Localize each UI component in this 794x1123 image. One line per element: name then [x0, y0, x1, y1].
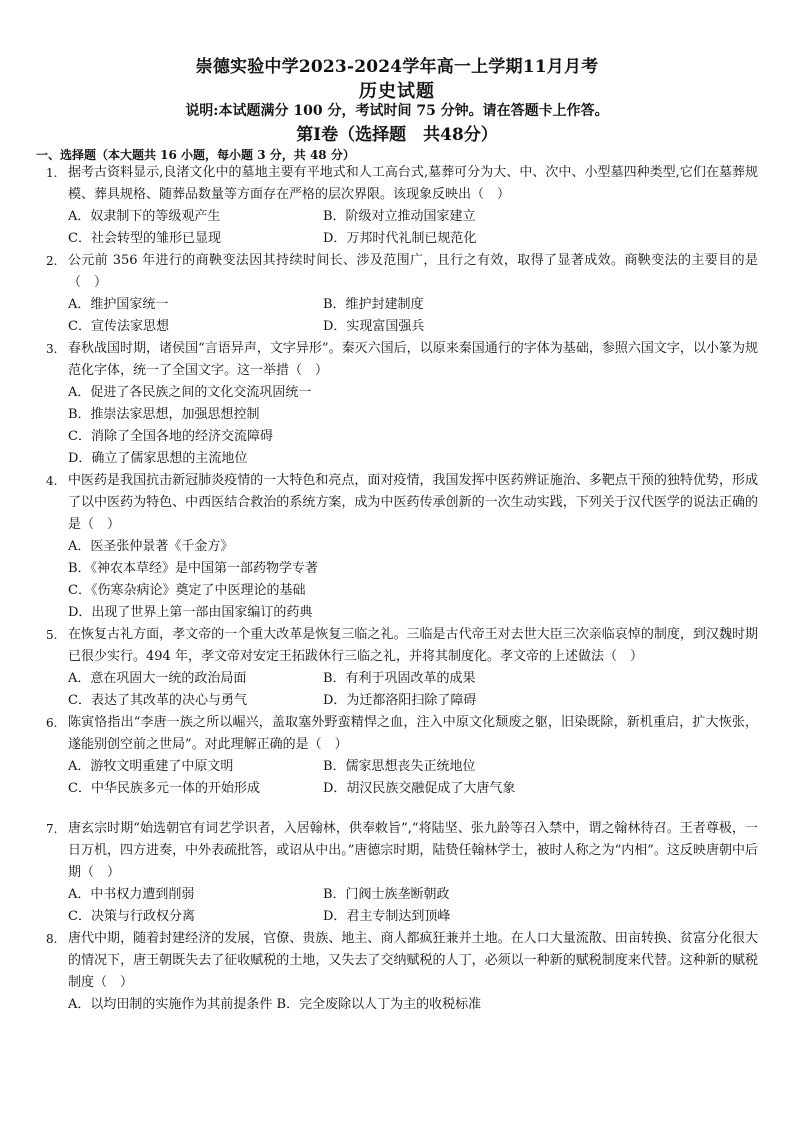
- option-d: D．出现了世界上第一部由国家编订的药典: [68, 605, 313, 620]
- option-a: A．游牧文明重建了中原文明: [68, 759, 234, 774]
- option-c: C．中华民族多元一体的开始形成: [68, 781, 260, 796]
- question-number: 2.: [46, 254, 58, 268]
- question-2: [36, 250, 758, 338]
- question-6: [36, 712, 758, 800]
- option-c: C．消除了全国各地的经济交流障碍: [68, 429, 273, 444]
- section-heading: 一、选择题（本大题共 16 小题，每小题 3 分，共 48 分）: [36, 148, 355, 162]
- option-d: D．胡汉民族交融促成了大唐气象: [323, 781, 516, 796]
- part-heading: 第Ⅰ卷（选择题 共48分）: [296, 125, 498, 145]
- question-4: [36, 470, 758, 624]
- question-number: 1.: [46, 166, 58, 180]
- option-a: A．奴隶制下的等级观产生: [68, 209, 221, 224]
- option-d: D．确立了儒家思想的主流地位: [68, 451, 248, 466]
- option-b: B．儒家思想丧失正统地位: [323, 759, 476, 774]
- option-a: A．中书权力遭到削弱: [68, 887, 195, 902]
- option-a-b: A．以均田制的实施作为其前提条件 B．完全废除以人丁为主的收税标准: [68, 997, 482, 1012]
- question-number: 4.: [46, 474, 58, 488]
- question-number: 6.: [46, 716, 58, 730]
- question-list: [36, 162, 758, 1016]
- option-c: C．《伤寒杂病论》奠定了中医理论的基础: [68, 583, 306, 598]
- question-stem: 陈寅恪指出“李唐一族之所以崛兴，盖取塞外野蛮精悍之血，注入中原文化颓废之躯，旧染既除，新机重启，扩大恢张，遂能别创空前之世局”。对此理解正确的是（ ）: [68, 715, 758, 752]
- option-b: B．《神农本草经》是中国第一部药物学专著: [68, 561, 319, 576]
- question-stem: 春秋战国时期，诸侯国“言语异声，文字异形”。秦灭六国后，以原来秦国通行的字体为基础，参照六国文字，以小篆为规范化字体，统一了全国文字。这一举措（ ）: [68, 341, 758, 378]
- option-a: A．医圣张仲景著《千金方》: [68, 539, 234, 554]
- option-c: C．决策与行政权分离: [68, 909, 195, 924]
- exam-title: 崇德实验中学2023-2024学年高一上学期11月月考: [195, 57, 599, 77]
- option-b: B．门阀士族垄断朝政: [323, 887, 450, 902]
- question-stem: 唐玄宗时期“始选朝官有词艺学识者，入居翰林，供奉敕旨”,“将陆坚、张九龄等召入禁中，谓之翰林待召。王者尊极，一日万机，四方进奏，中外表疏批答，或诏从中出。”唐德宗时期，陆贽任翰林学士，被时人称之为“内相”。这反映唐朝中后期（ ）: [68, 821, 758, 880]
- option-a: A．促进了各民族之间的文化交流巩固统一: [68, 385, 312, 400]
- question-number: 8.: [46, 932, 58, 946]
- option-d: D．为迁都洛阳扫除了障碍: [323, 693, 477, 708]
- question-8: [36, 928, 758, 1016]
- question-stem: 据考古资料显示,良渚文化中的墓地主要有平地式和人工高台式,墓葬可分为大、中、次中、小型墓四种类型,它们在墓葬规模、葬具规格、随葬品数量等方面存在严格的层次界限。该现象反映出（ ）: [68, 165, 758, 202]
- option-b: B．有利于巩固改革的成果: [323, 671, 476, 686]
- question-1: [36, 162, 758, 250]
- exam-instructions: 说明:本试题满分 100 分，考试时间 75 分钟。请在答题卡上作答。: [185, 103, 609, 119]
- question-stem: 公元前 356 年进行的商鞅变法因其持续时间长、涉及范围广，且行之有效，取得了显著成效。商鞅变法的主要目的是（ ）: [68, 253, 758, 290]
- option-a: A．意在巩固大一统的政治局面: [68, 671, 247, 686]
- question-stem: 唐代中期，随着封建经济的发展，官僚、贵族、地主、商人都疯狂兼并土地。在人口大量流散、田亩转换、贫富分化很大的情况下，唐王朝既失去了征收赋税的土地，又失去了交纳赋税的人丁，必须以一种新的赋税制度来代替。这种新的赋税制度（ ）: [68, 931, 758, 990]
- question-stem: 中医药是我国抗击新冠肺炎疫情的一大特色和亮点，面对疫情，我国发挥中医药辨证施治、多靶点干预的独特优势，形成了以中医药为特色、中西医结合救治的系统方案，成为中医药传承创新的一次生动实践，下列关于汉代医学的说法正确的是（ ）: [68, 473, 758, 532]
- option-c: C．表达了其改革的决心与勇气: [68, 693, 247, 708]
- option-d: D．万邦时代礼制已规范化: [323, 231, 477, 246]
- question-stem: 在恢复古礼方面，孝文帝的一个重大改革是恢复三临之礼。三临是古代帝王对去世大臣三次亲临哀悼的制度，到汉魏时期已很少实行。494 年，孝文帝对安定王拓跋休行三临之礼，并将其制度化。孝文帝的上述做法（ ）: [68, 627, 758, 664]
- question-3: [36, 338, 758, 470]
- option-b: B．阶级对立推动国家建立: [323, 209, 476, 224]
- question-5: [36, 624, 758, 712]
- option-c: C．社会转型的雏形已显现: [68, 231, 221, 246]
- spacer: [36, 800, 758, 818]
- question-7: [36, 818, 758, 928]
- question-number: 3.: [46, 342, 58, 356]
- exam-subtitle: 历史试题: [359, 81, 435, 102]
- option-a: A．维护国家统一: [68, 297, 169, 312]
- question-number: 7.: [46, 822, 58, 836]
- question-number: 5.: [46, 628, 58, 642]
- option-d: D．实现富国强兵: [323, 319, 425, 334]
- option-b: B．维护封建制度: [323, 297, 424, 312]
- option-d: D．君主专制达到顶峰: [323, 909, 451, 924]
- option-b: B．推崇法家思想，加强思想控制: [68, 407, 260, 422]
- option-c: C．宣传法家思想: [68, 319, 169, 334]
